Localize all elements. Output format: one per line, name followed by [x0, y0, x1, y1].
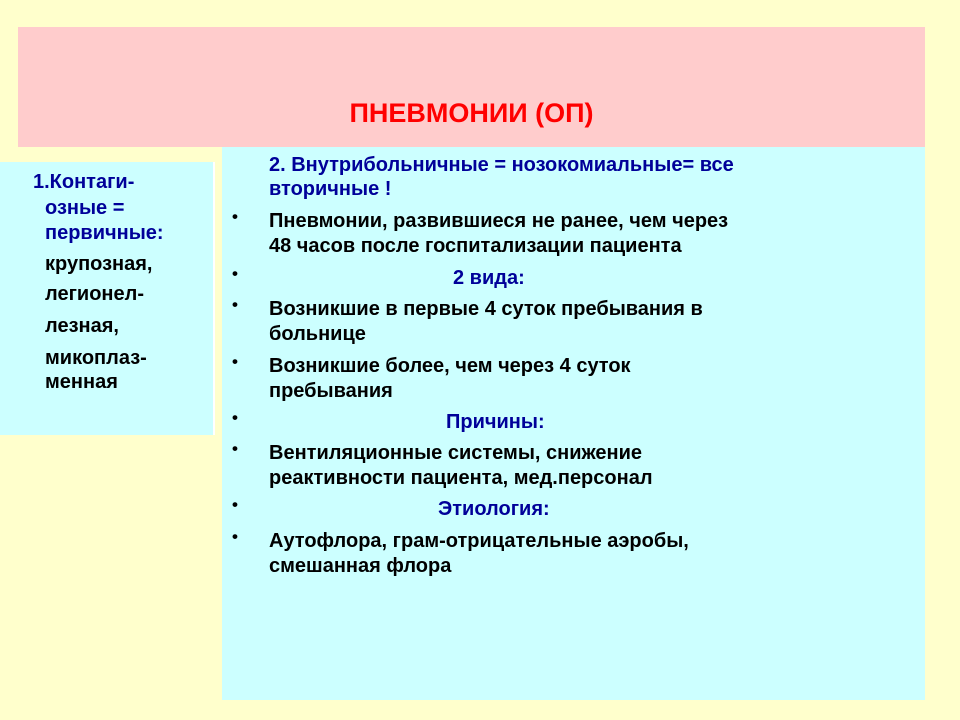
bullet-icon: • [232, 295, 238, 314]
bullet-item-line: Причины: [446, 411, 545, 433]
left-heading-line: озные = [45, 197, 125, 219]
left-item-line: крупозная, [45, 253, 153, 275]
bullet-item-line: Возникшие в первые 4 суток пребывания в [269, 298, 703, 320]
left-heading-line: 1.Контаги- [33, 171, 135, 193]
bullet-icon: • [232, 495, 238, 514]
bullet-item-line: больнице [269, 323, 366, 345]
bullet-item-line: Аутофлора, грам-отрицательные аэробы, [269, 530, 689, 552]
left-item-line: микоплаз- [45, 347, 147, 369]
bullet-icon: • [232, 527, 238, 546]
bullet-icon: • [232, 352, 238, 371]
bullet-item-line: 48 часов после госпитализации пациента [269, 235, 682, 257]
bullet-item-line: смешанная флора [269, 555, 452, 577]
slide-title: ПНЕВМОНИИ (ОП) [349, 98, 594, 128]
left-item-line: менная [45, 371, 118, 393]
bullet-item-line: пребывания [269, 380, 393, 402]
right-panel [222, 147, 925, 700]
bullet-icon: • [232, 408, 238, 427]
bullet-icon: • [232, 264, 238, 283]
left-item-line: лезная, [45, 315, 119, 337]
bullet-item-line: 2 вида: [453, 267, 525, 289]
bullet-item-line: реактивности пациента, мед.персонал [269, 467, 653, 489]
left-panel [0, 162, 215, 435]
left-heading-line: первичные: [45, 222, 164, 244]
right-heading-line: 2. Внутрибольничные = нозокомиальные= все [269, 154, 734, 176]
bullet-item-line: Этиология: [438, 498, 550, 520]
right-heading-line: вторичные ! [269, 178, 392, 200]
bullet-icon: • [232, 439, 238, 458]
title-band [18, 27, 925, 147]
left-item-line: легионел- [45, 283, 144, 305]
bullet-item-line: Вентиляционные системы, снижение [269, 442, 643, 464]
bullet-item-line: Пневмонии, развившиеся не ранее, чем через [269, 210, 729, 232]
bullet-item-line: Возникшие более, чем через 4 суток [269, 355, 631, 377]
bullet-icon: • [232, 207, 238, 226]
